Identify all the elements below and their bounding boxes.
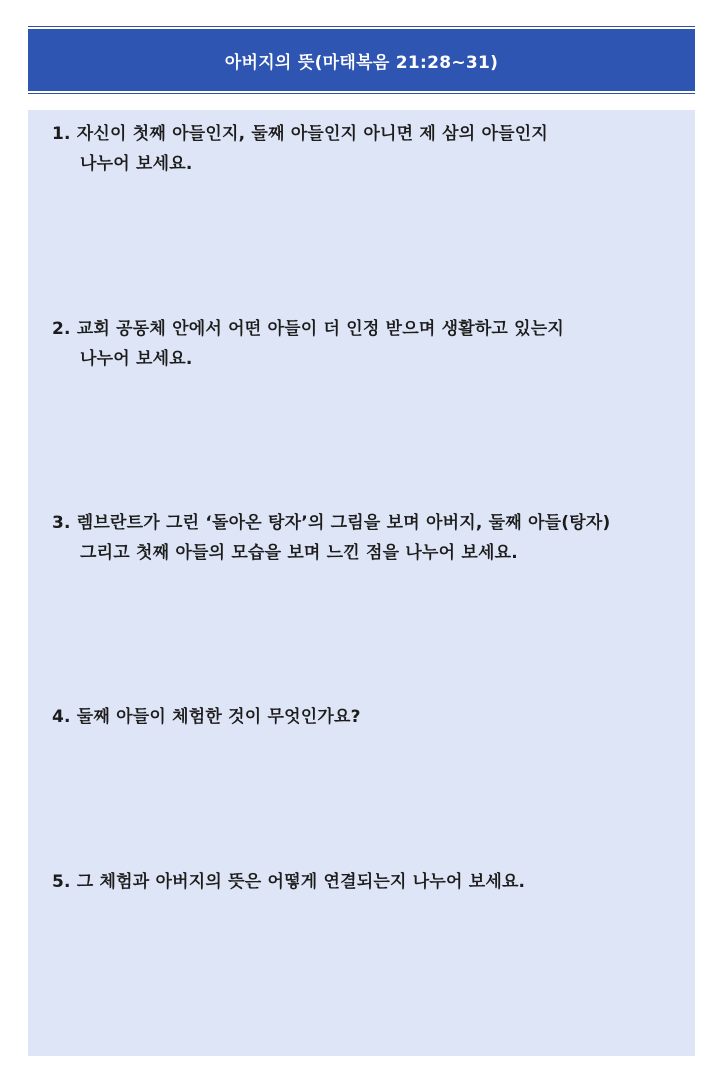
question-3-line-2: 그리고 첫째 아들의 모습을 보며 느낀 점을 나누어 보세요. <box>80 543 518 563</box>
question-5 <box>52 867 682 897</box>
question-2-line-1: 2. 교회 공동체 안에서 어떤 아들이 더 인정 받으며 생활하고 있는지 <box>52 319 565 339</box>
question-2-line-2: 나누어 보세요. <box>80 349 193 369</box>
questions-panel <box>28 110 695 1056</box>
header-bottom-rule <box>28 93 695 94</box>
worksheet-title-bar <box>28 29 695 91</box>
worksheet-title: 아버지의 뜻(마태복음 21:28~31) <box>224 52 499 73</box>
question-3-line-1: 3. 렘브란트가 그린 ‘돌아온 탕자’의 그림을 보며 아버지, 둘째 아들(탕자) <box>52 513 611 533</box>
question-5-line-1: 5. 그 체험과 아버지의 뜻은 어떻게 연결되는지 나누어 보세요. <box>52 872 526 892</box>
header-top-rule <box>28 26 695 27</box>
question-3 <box>52 508 682 568</box>
question-2 <box>52 314 682 374</box>
question-4 <box>52 702 682 732</box>
question-1-line-1: 1. 자신이 첫째 아들인지, 둘째 아들인지 아니면 제 삼의 아들인지 <box>52 124 548 144</box>
question-4-line-1: 4. 둘째 아들이 체험한 것이 무엇인가요? <box>52 707 361 727</box>
question-1-line-2: 나누어 보세요. <box>80 154 193 174</box>
question-1 <box>52 119 682 179</box>
